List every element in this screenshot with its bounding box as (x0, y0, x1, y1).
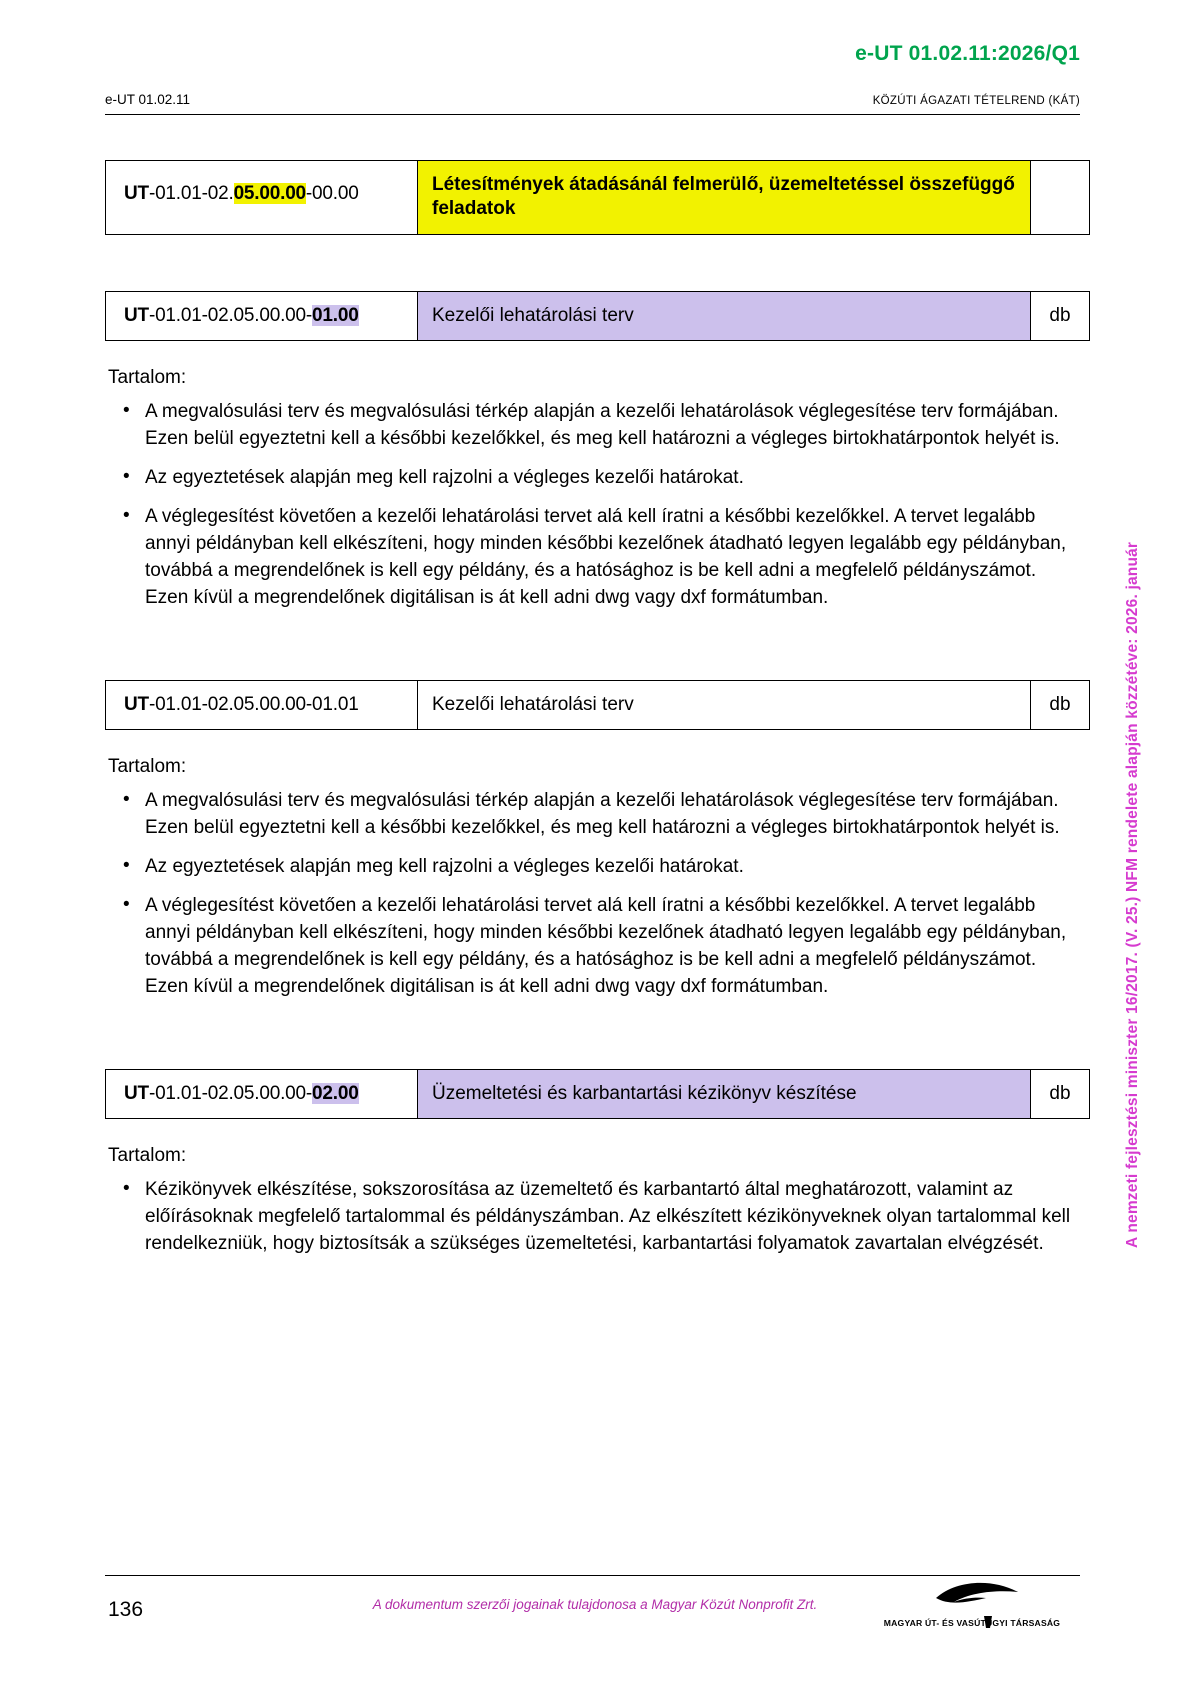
item-code-highlight: 02.00 (312, 1082, 359, 1104)
item-code (106, 161, 418, 234)
header-right-label: KÖZÚTI ÁGAZATI TÉTELREND (KÁT) (872, 95, 1080, 107)
item-row-02-00 (105, 1069, 1090, 1119)
item-code-suffix: -01.01 (305, 693, 359, 715)
item-title: Létesítmények átadásánál felmerülő, üzemeltetéssel összefüggő feladatok (418, 161, 1031, 234)
item-code-suffix: -00.00 (305, 183, 359, 204)
item-code-mid: -01.01-02.05.00.00 (148, 693, 306, 715)
item-row-01-01 (105, 680, 1090, 730)
footer-copyright: A dokumentum szerzői jogainak tulajdonosa a Magyar Közút Nonprofit Zrt. (372, 1597, 818, 1612)
item-row-01-00 (105, 291, 1090, 341)
tartalom-label: Tartalom: (108, 366, 187, 388)
item-code-prefix: UT (124, 693, 149, 715)
content-list-1 (105, 399, 1075, 612)
page-number: 136 (108, 1598, 144, 1621)
item-unit: db (1049, 1082, 1071, 1104)
list-item: • Az egyeztetések alapján meg kell rajzolni a végleges kezelői határokat. (105, 465, 1075, 492)
header-divider (105, 114, 1080, 115)
content-list-2 (105, 788, 1075, 1001)
item-code (106, 681, 418, 729)
list-item: • A megvalósulási terv és megvalósulási térkép alapján a kezelői lehatárolások véglegesítése terv formájában. Ezen belül egyeztetni kell a későbbi kezelőkkel, és meg kell határozni a végleges birtokhatárpontok helyét is. (105, 399, 1075, 453)
tartalom-label: Tartalom: (108, 756, 187, 778)
list-item: • Kézikönyvek elkészítése, sokszorosítása az üzemeltető és karbantartó által meghatározott, valamint az előírásoknak megfelelő tartalommal és példányszámban. Az elkészített kézikönyveknek olyan tartalommal kell rendelkezniük, hogy biztosítsák a szükséges üzemeltetési, karbantartási folyamatok zavartalan elvégzését. (105, 1177, 1075, 1258)
item-code-prefix: UT (124, 183, 149, 204)
item-title: Kezelői lehatárolási terv (418, 292, 1031, 340)
item-unit: db (1049, 304, 1071, 326)
association-logo-label: MAGYAR ÚT- ÉS VASÚTÜGYI TÁRSASÁG (883, 1618, 1061, 1628)
tartalom-label: Tartalom: (108, 1145, 187, 1167)
item-unit (1031, 161, 1089, 234)
item-code-highlight: 01.00 (312, 304, 359, 326)
document-content (105, 160, 1075, 1270)
content-list-3 (105, 1177, 1075, 1258)
list-item: • Az egyeztetések alapján meg kell rajzolni a végleges kezelői határokat. (105, 854, 1075, 881)
document-code: e-UT 01.02.11:2026/Q1 (855, 42, 1080, 65)
item-code (106, 292, 418, 340)
list-item: • A véglegesítést követően a kezelői lehatárolási tervet alá kell íratni a későbbi kezelőkkel. A tervet legalább annyi példányban kell elkészíteni, hogy minden későbbi kezelőnek átadható legyen legalább egy példányban, továbbá a megrendelőnek is kell egy példány, és a hatósághoz is be kell adni a megfelelő példányszámot. Ezen kívül a megrendelőnek digitálisan is át kell adni dwg vagy dxf formátumban. (105, 893, 1075, 1001)
side-vertical-note: A nemzeti fejlesztési miniszter 16/2017. (V. 25.) NFM rendelete alapján közzétéve: 2026. január (1124, 541, 1141, 1248)
header-left-label: e-UT 01.02.11 (105, 92, 191, 107)
page-header (105, 92, 1080, 107)
item-code-mid: -01.01-02.05.00.00- (148, 304, 313, 326)
item-code-prefix: UT (124, 1082, 149, 1104)
item-title: Kezelői lehatárolási terv (418, 681, 1031, 729)
item-row-heading (105, 160, 1090, 235)
item-unit: db (1049, 693, 1071, 715)
list-item: • A véglegesítést követően a kezelői lehatárolási tervet alá kell íratni a későbbi kezelőkkel. A tervet legalább annyi példányban kell elkészíteni, hogy minden későbbi kezelőnek átadható legyen legalább egy példányban, továbbá a megrendelőnek is kell egy példány, és a hatósághoz is be kell adni a megfelelő példányszámot. Ezen kívül a megrendelőnek digitálisan is át kell adni dwg vagy dxf formátumban. (105, 504, 1075, 612)
item-code (106, 1070, 418, 1118)
item-code-mid: -01.01-02. (148, 183, 234, 204)
item-title: Üzemeltetési és karbantartási kézikönyv készítése (418, 1070, 1031, 1118)
list-item: • A megvalósulási terv és megvalósulási térkép alapján a kezelői lehatárolások véglegesítése terv formájában. Ezen belül egyeztetni kell a későbbi kezelőkkel, és meg kell határozni a végleges birtokhatárpontok helyét is. (105, 788, 1075, 842)
item-code-prefix: UT (124, 304, 149, 326)
item-code-mid: -01.01-02.05.00.00- (148, 1082, 313, 1104)
item-code-highlight: 05.00.00 (233, 183, 306, 204)
